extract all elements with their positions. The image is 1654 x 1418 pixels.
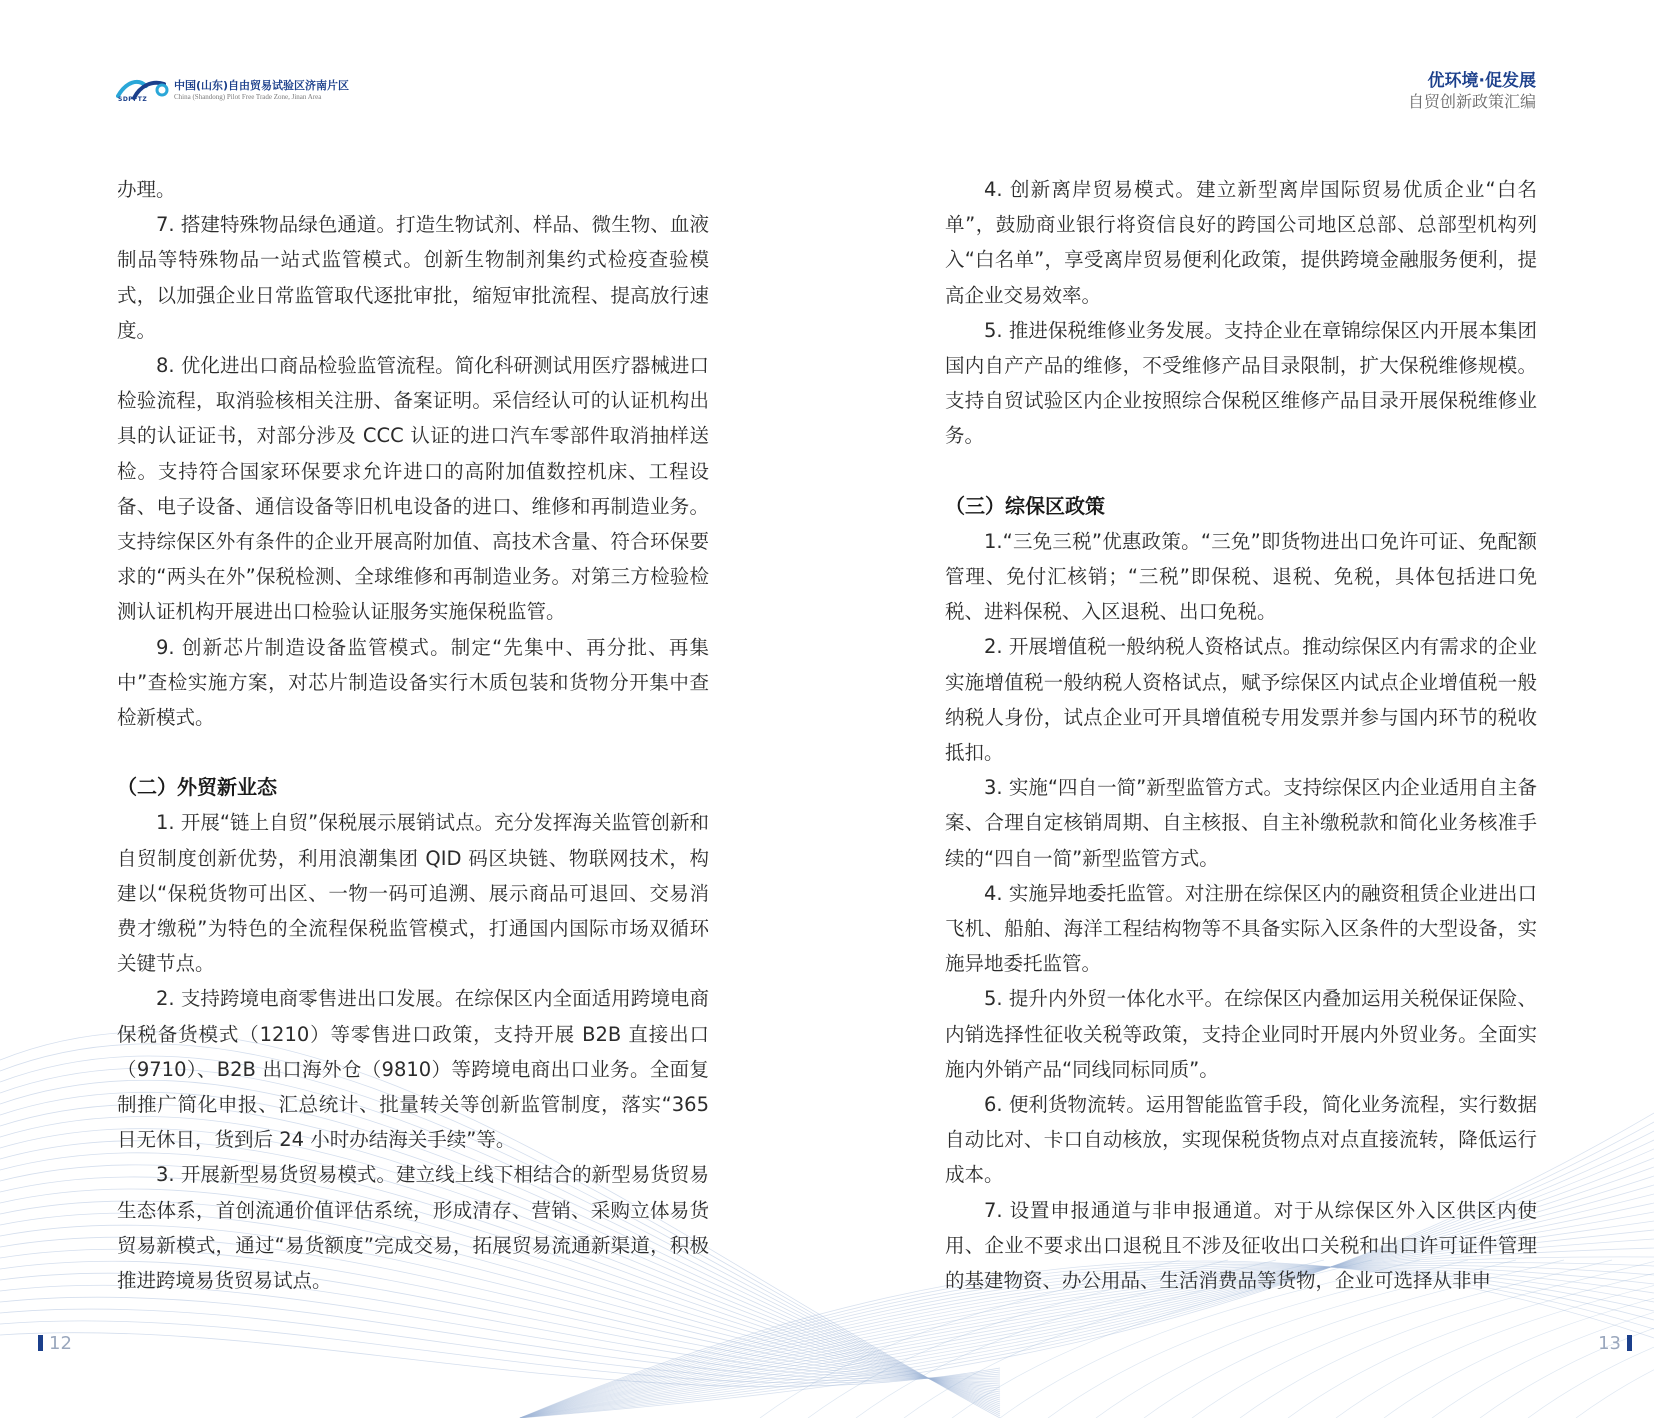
paragraph: 2. 支持跨境电商零售进出口发展。在综保区内全面适用跨境电商保税备货模式（1210）等零售进口政策，支持开展 B2B 直接出口（9710）、B2B 出口海外仓（9810）等跨境电商出口业务。全面复制推广简化申报、汇总统计、批量转关等创新监管制度，落实“365日无休日，货到后 24 小时办结海关手续”等。 — [117, 987, 709, 1152]
logo-chinese-name: 中国(山东)自由贸易试验区济南片区 — [174, 79, 350, 92]
right-page-column — [945, 172, 1537, 1298]
header-title: 优环境·促发展 — [1427, 71, 1536, 91]
paragraph: 6. 便利货物流转。运用智能监管手段，简化业务流程，实行数据自动比对、卡口自动核放，实现保税货物点对点直接流转，降低运行成本。 — [945, 1093, 1537, 1187]
section-heading: （三）综保区政策 — [945, 493, 1105, 518]
paragraph: 2. 开展增值税一般纳税人资格试点。推动综保区内有需求的企业实施增值税一般纳税人资格试点，赋予综保区内试点企业增值税一般纳税人身份，试点企业可开具增值税专用发票并参与国内环节的税收抵扣。 — [945, 635, 1537, 765]
page-number-left — [38, 1333, 72, 1354]
publication-header — [1408, 70, 1536, 112]
paragraph: 9. 创新芯片制造设备监管模式。制定“先集中、再分批、再集中”查检实施方案，对芯片制造设备实行木质包装和货物分开集中查检新模式。 — [117, 635, 709, 730]
paragraph: 8. 优化进出口商品检验监管流程。简化科研测试用医疗器械进口检验流程，取消验核相关注册、备案证明。采信经认可的认证机构出具的认证证书，对部分涉及 CCC 认证的进口汽车零部件取消抽样送检。支持符合国家环保要求允许进口的高附加值数控机床、工程设备、电子设备、通信设备等旧机电设备的进口、维修和再制造业务。支持综保区外有条件的企业开展高附加值、高技术含量、符合环保要求的“两头在外”保税检测、全球维修和再制造业务。对第三方检验检测认证机构开展进出口检验认证服务实施保税监管。 — [117, 354, 709, 624]
paragraph: 7. 设置申报通道与非申报通道。对于从综保区外入区供区内使用、企业不要求出口退税且不涉及征收出口关税和出口许可证件管理的基建物资、办公用品、生活消费品等货物，企业可选择从非申 — [945, 1198, 1537, 1293]
page-marker-bar — [38, 1335, 43, 1351]
zone-logo — [116, 72, 386, 108]
logo-abbreviation: SDPFTZ — [118, 96, 148, 103]
paragraph: 4. 创新离岸贸易模式。建立新型离岸国际贸易优质企业“白名单”，鼓励商业银行将资信良好的跨国公司地区总部、总部型机构列入“白名单”，享受离岸贸易便利化政策，提供跨境金融服务便利，提高企业交易效率。 — [945, 178, 1537, 307]
header-subtitle: 自贸创新政策汇编 — [1407, 92, 1536, 111]
paragraph: 3. 实施“四自一简”新型监管方式。支持综保区内企业适用自主备案、合理自定核销周期、自主核报、自主补缴税款和简化业务核准手续的“四自一简”新型监管方式。 — [945, 776, 1537, 870]
paragraph: 办理。 — [117, 178, 176, 201]
page-marker-bar — [1627, 1335, 1632, 1351]
paragraph: 4. 实施异地委托监管。对注册在综保区内的融资租赁企业进出口飞机、船舶、海洋工程结构物等不具备实际入区条件的大型设备，实施异地委托监管。 — [945, 881, 1537, 976]
paragraph: 1.“三免三税”优惠政策。“三免”即货物进出口免许可证、免配额管理、免付汇核销；“三税”即保税、退税、免税，具体包括进口免税、进料保税、入区退税、出口免税。 — [945, 529, 1537, 624]
page-number-text: 12 — [49, 1333, 72, 1354]
page-number-text: 13 — [1598, 1333, 1621, 1354]
paragraph: 5. 推进保税维修业务发展。支持企业在章锦综保区内开展本集团国内自产产品的维修，不受维修产品目录限制，扩大保税维修规模。支持自贸试验区内企业按照综合保税区维修产品目录开展保税维修业务。 — [945, 318, 1537, 448]
logo-english-name: China (Shandong) Pilot Free Trade Zone, Jinan Area — [174, 93, 322, 101]
section-heading: （二）外贸新业态 — [117, 775, 277, 800]
paragraph: 5. 提升内外贸一体化水平。在综保区内叠加运用关税保证保险、内销选择性征收关税等政策，支持企业同时开展内外贸业务。全面实施内外销产品“同线同标同质”。 — [945, 987, 1537, 1081]
paragraph: 1. 开展“链上自贸”保税展示展销试点。充分发挥海关监管创新和自贸制度创新优势，利用浪潮集团 QID 码区块链、物联网技术，构建以“保税货物可出区、一物一码可追溯、展示商品可退回、交易消费才缴税”为特色的全流程保税监管模式，打通国内国际市场双循环关键节点。 — [117, 811, 709, 976]
wave-line — [0, 1285, 1000, 1378]
left-page-column — [117, 172, 709, 1298]
paragraph: 7. 搭建特殊物品绿色通道。打造生物试剂、样品、微生物、血液制品等特殊物品一站式监管模式。创新生物制剂集约式检疫查验模式，以加强企业日常监管取代逐批审批，缩短审批流程、提高放行速度。 — [117, 213, 709, 342]
page-number-right — [1598, 1333, 1632, 1354]
paragraph: 3. 开展新型易货贸易模式。建立线上线下相结合的新型易货贸易生态体系，首创流通价值评估系统，形成清存、营销、采购立体易货贸易新模式，通过“易货额度”完成交易，拓展贸易流通新渠道，积极推进跨境易货贸易试点。 — [117, 1163, 709, 1293]
